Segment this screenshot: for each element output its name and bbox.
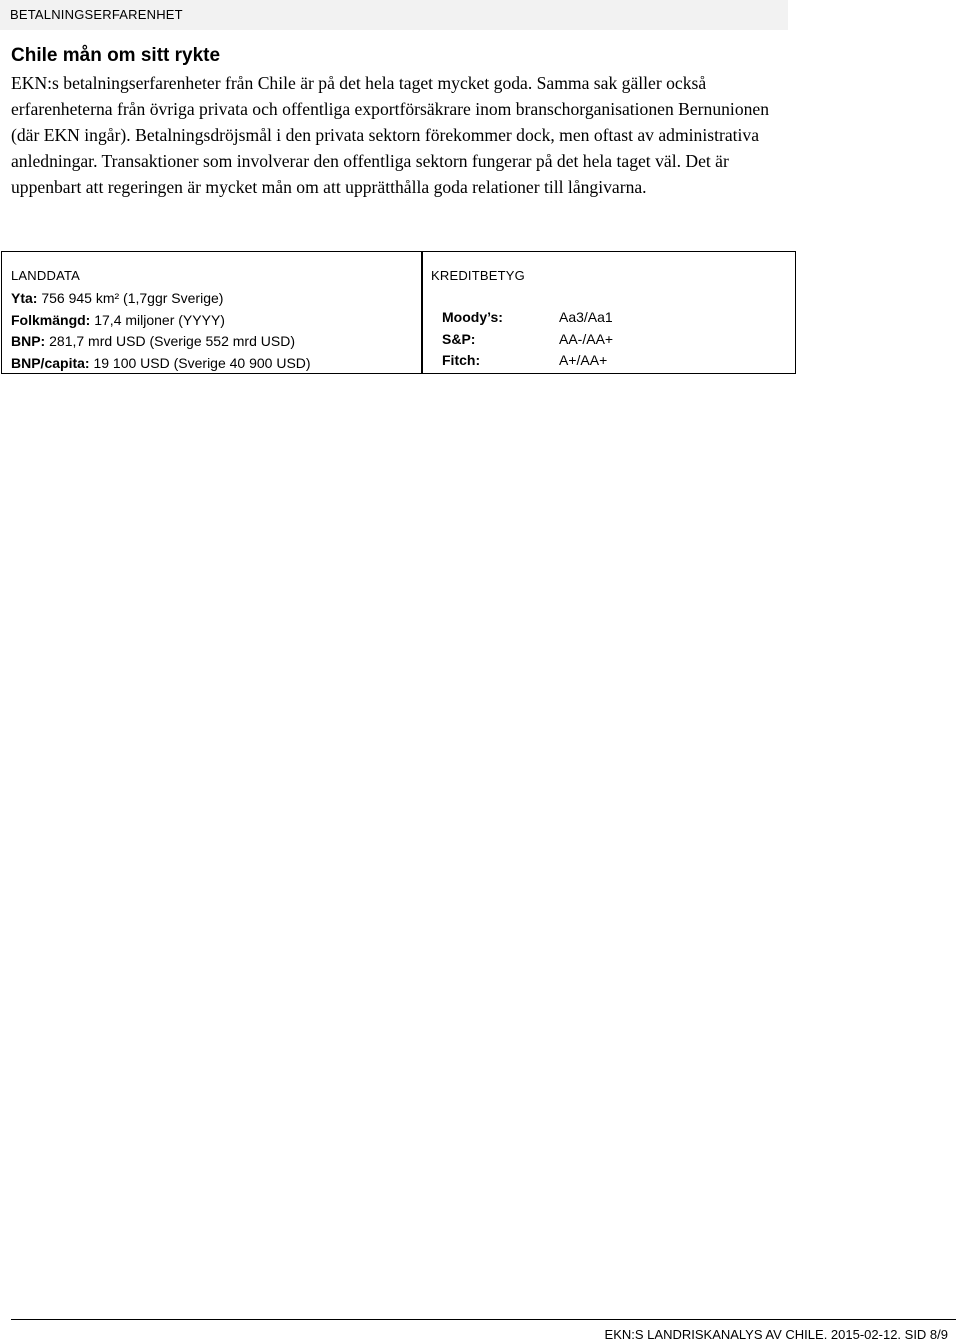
- area-label: Yta:: [11, 290, 38, 306]
- population-label: Folkmängd:: [11, 311, 91, 328]
- section-header: BETALNINGSERFARENHET: [0, 0, 788, 30]
- page-title: Chile mån om sitt rykte: [11, 45, 221, 66]
- country-data-item-area: [11, 288, 311, 310]
- credit-rating-table: [442, 307, 613, 372]
- gdp-per-capita-value: 19 100 USD (Sverige 40 900 USD): [89, 354, 311, 371]
- country-data-item-gdp-per-capita: [11, 353, 311, 375]
- footer-rule: [11, 1319, 956, 1320]
- area-value: 756 945 km² (1,7ggr Sverige): [37, 290, 224, 306]
- rating-agency: Moody’s:: [442, 309, 503, 325]
- credit-rating-heading: KREDITBETYG: [431, 268, 525, 283]
- gdp-value: 281,7 mrd USD (Sverige 552 mrd USD): [45, 333, 295, 349]
- rating-row-moodys: [442, 307, 613, 329]
- rating-agency: Fitch:: [442, 352, 481, 368]
- column-divider: [421, 252, 423, 373]
- rating-row-sp: [442, 329, 613, 351]
- rating-row-fitch: [442, 350, 613, 372]
- rating-agency: S&P:: [442, 330, 476, 347]
- rating-value: A+/AA+: [559, 352, 608, 368]
- population-value: 17,4 miljoner (YYYY): [90, 311, 225, 328]
- country-data-item-gdp: [11, 331, 311, 353]
- country-data-list: [11, 288, 311, 374]
- country-data-heading: LANDDATA: [11, 268, 81, 283]
- body-paragraph: EKN:s betalningserfarenheter från Chile är på det hela taget mycket goda. Samma sak gäller också erfarenheterna från övriga privata och offentliga exportförsäkrare inom branschorganisationen Bernunionen (där EKN ingår). Betalningsdröjsmål i den privata sektorn förekommer dock, men oftast av administrativa anledningar. Transaktioner som involverar den offentliga sektorn fungerar på det hela taget väl. Det är uppenbart att regeringen är mycket mån om att upprätthålla goda relationer till långivarna.: [11, 73, 770, 197]
- facts-box: [1, 251, 796, 374]
- rating-value: Aa3/Aa1: [559, 309, 613, 325]
- gdp-per-capita-label: BNP/capita:: [11, 354, 90, 371]
- country-data-item-population: [11, 310, 311, 332]
- page-footer: EKN:S LANDRISKANALYS AV CHILE. 2015-02-12. SID 8/9: [604, 1327, 948, 1342]
- gdp-label: BNP:: [11, 333, 46, 349]
- rating-value: AA-/AA+: [559, 330, 614, 347]
